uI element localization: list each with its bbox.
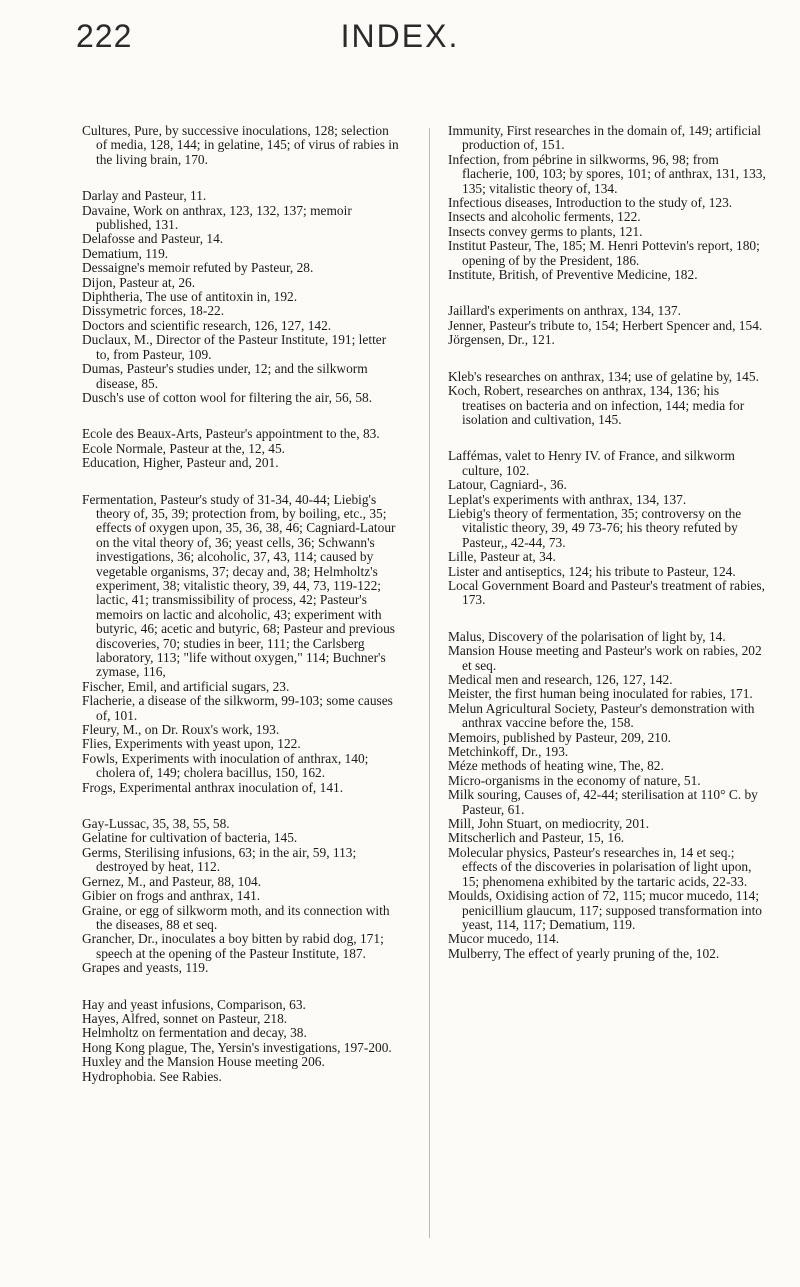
index-entry: Davaine, Work on anthrax, 123, 132, 137; memoir published, 131. [82,202,352,233]
index-entry: Malus, Discovery of the polarisation of light by, 14. [448,628,726,644]
index-entry: Fischer, Emil, and artificial sugars, 23. [82,678,290,694]
index-entry: Mill, John Stuart, on mediocrity, 201. [448,816,650,832]
index-entry: Cultures, Pure, by successive inoculations, 128; selection of media, 128, 144; in gelatine, 145; of virus of rabies in the living brain, 170. [82,123,399,167]
index-entry: Milk souring, Causes of, 42-44; sterilisation at 110° C. by Pasteur, 61. [448,787,758,817]
index-entry: Melun Agricultural Society, Pasteur's demonstration with anthrax vaccine before the, 158. [448,700,755,731]
index-entry: Gay-Lussac, 35, 38, 55, 58. [82,816,230,832]
index-letter-group [82,998,400,1084]
index-entry: Doctors and scientific research, 126, 127, 142. [82,317,332,333]
index-entry: Institute, British, of Preventive Medicine, 182. [448,267,698,283]
index-entry: Hong Kong plague, The, Yersin's investigations, 197-200. [82,1039,392,1055]
index-entry: Kleb's researches on anthrax, 134; use of gelatine by, 145. [448,368,759,384]
page-number: 222 [76,18,133,54]
index-entry: Ecole des Beaux-Arts, Pasteur's appointment to the, 83. [82,426,380,442]
index-entry: Jörgensen, Dr., 121. [448,332,555,348]
index-entry: Dijon, Pasteur at, 26. [82,274,196,290]
index-entry: Fleury, M., on Dr. Roux's work, 193. [82,722,280,738]
index-entry: Jaillard's experiments on anthrax, 134, 137. [448,303,681,319]
index-entry: Hay and yeast infusions, Comparison, 63. [82,996,306,1012]
index-entry: Frogs, Experimental anthrax inoculation of, 141. [82,779,344,795]
index-entry: Duclaux, M., Director of the Pasteur Institute, 191; letter to, from Pasteur, 109. [82,332,387,362]
index-letter-group [448,124,766,282]
index-entry: Jenner, Pasteur's tribute to, 154; Herbert Spencer and, 154. [448,317,763,333]
index-entry: Metchinkoff, Dr., 193. [448,744,569,760]
index-column-left [82,124,400,1106]
index-entry: Dusch's use of cotton wool for filtering the air, 56, 58. [82,389,373,405]
index-entry: Dissymetric forces, 18-22. [82,303,225,319]
index-entry: Dessaigne's memoir refuted by Pasteur, 28. [82,260,314,276]
index-entry: Leplat's experiments with anthrax, 134, 137. [448,491,687,507]
index-entry: Dematium, 119. [82,245,169,261]
index-entry: Germs, Sterilising infusions, 63; in the air, 59, 113; destroyed by heat, 112. [82,844,357,875]
index-entry: Lille, Pasteur at, 34. [448,549,556,565]
index-letter-group [82,124,400,167]
index-entry: Education, Higher, Pasteur and, 201. [82,455,279,471]
index-entry: Méze methods of heating wine, The, 82. [448,758,664,774]
index-entry: Koch, Robert, researches on anthrax, 134, 136; his treatises on bacteria and on infection, 144; media for isolation and cultivation, 145. [448,383,745,427]
index-entry: Helmholtz on fermentation and decay, 38. [82,1025,307,1041]
index-letter-group [82,427,400,470]
index-entry: Huxley and the Mansion House meeting 206. [82,1054,325,1070]
index-entry: Liebig's theory of fermentation, 35; controversy on the vitalistic theory, 39, 49 73-76; his theory refuted by Pasteur,, 42-44, 73. [448,505,742,550]
index-entry: Gelatine for cultivation of bacteria, 145. [82,830,298,846]
index-entry: Gernez, M., and Pasteur, 88, 104. [82,873,262,889]
index-entry: Dumas, Pasteur's studies under, 12; and the silkworm disease, 85. [82,361,368,391]
index-entry: Hydrophobia. See Rabies. [82,1068,222,1084]
index-entry: Flacherie, a disease of the silkworm, 99-103; some causes of, 101. [82,693,393,723]
column-divider [429,128,430,1238]
index-entry: Memoirs, published by Pasteur, 209, 210. [448,729,671,745]
index-entry: Diphtheria, The use of antitoxin in, 192. [82,289,298,305]
index-entry: Laffémas, valet to Henry IV. of France, and silkworm culture, 102. [448,448,735,478]
index-entry: Grapes and yeasts, 119. [82,960,209,976]
index-letter-group [82,493,400,796]
index-entry: Delafosse and Pasteur, 14. [82,231,224,247]
page-header [0,14,800,58]
index-entry: Institut Pasteur, The, 185; M. Henri Pottevin's report, 180; opening of by the President, 186. [448,238,760,268]
index-entry: Fowls, Experiments with inoculation of anthrax, 140; cholera of, 149; cholera bacillus, 150, 162. [82,750,369,781]
index-entry: Micro-organisms in the economy of nature, 51. [448,772,701,788]
index-entry: Mitscherlich and Pasteur, 15, 16. [448,830,625,846]
index-entry: Lister and antiseptics, 124; his tribute to Pasteur, 124. [448,563,736,579]
index-entry: Mucor mucedo, 114. [448,931,560,947]
index-entry: Mulberry, The effect of yearly pruning of the, 102. [448,945,720,961]
index-letter-group [82,189,400,405]
index-entry: Gibier on frogs and anthrax, 141. [82,888,261,904]
index-entry: Mansion House meeting and Pasteur's work on rabies, 202 et seq. [448,643,762,673]
index-letter-group [82,817,400,975]
index-entry: Grancher, Dr., inoculates a boy bitten by rabid dog, 171; speech at the opening of the Pasteur Institute, 187. [82,931,384,961]
index-entry: Meister, the first human being inoculated for rabies, 171. [448,686,753,702]
index-entry: Molecular physics, Pasteur's researches in, 14 et seq.; effects of the discoveries in polarisation of light upon, 15; phenomena exhibited by the tartaric acids, 22-33. [448,844,752,889]
index-entry: Ecole Normale, Pasteur at the, 12, 45. [82,440,286,456]
index-entry: Insects and alcoholic ferments, 122. [448,209,641,225]
index-letter-group [448,304,766,347]
index-letter-group [448,370,766,428]
index-entry: Medical men and research, 126, 127, 142. [448,672,673,687]
index-entry: Infection, from pébrine in silkworms, 96, 98; from flacherie, 100, 103; by spores, 101; of anthrax, 131, 133, 135; vitalistic theory of, 134. [448,151,766,196]
index-entry: Moulds, Oxidising action of 72, 115; mucor mucedo, 114; penicillium glaucum, 117; supposed transformation into yeast, 114, 117; Dematium, 119. [448,888,763,932]
index-entry: Latour, Cagniard-, 36. [448,477,567,493]
index-entry: Hayes, Alfred, sonnet on Pasteur, 218. [82,1010,288,1026]
index-entry: Local Government Board and Pasteur's treatment of rabies, 173. [448,577,765,608]
index-letter-group [448,449,766,607]
index-letter-group [448,630,766,961]
index-entry: Fermentation, Pasteur's study of 31-34, 40-44; Liebig's theory of, 35, 39; protection from, by boiling, etc., 35; effects of oxygen upon, 35, 36, 38, 46; Cagniard-Latour on the vital theory of, 36; yeast cells, 36; Schwann's investigations, 36; alcoholic, 37, 43, 114; caused by vegetable organisms, 37; decay and, 38; Helmholtz's experiment, 38; vitalistic theory, 39, 44, 73, 119-122; lactic, 41; transmissibility of process, 42; Pasteur's memoirs on lactic and alcoholic, 43; experiment with butyric, 46; acetic and butyric, 68; Pasteur and previous discoveries, 70; studies in beer, 111; the Carlsberg laboratory, 113; "life without oxygen," 114; Buchner's zymase, 116, [82,491,396,680]
index-entry: Darlay and Pasteur, 11. [82,188,207,204]
index-column-right [448,124,766,983]
index-entry: Graine, or egg of silkworm moth, and its connection with the diseases, 88 et seq. [82,902,390,932]
index-entry: Infectious diseases, Introduction to the study of, 123. [448,195,733,211]
running-head: INDEX. [340,18,460,54]
index-entry: Insects convey germs to plants, 121. [448,223,643,239]
index-entry: Immunity, First researches in the domain of, 149; artificial production of, 151. [448,123,761,153]
index-entry: Flies, Experiments with yeast upon, 122. [82,736,301,752]
